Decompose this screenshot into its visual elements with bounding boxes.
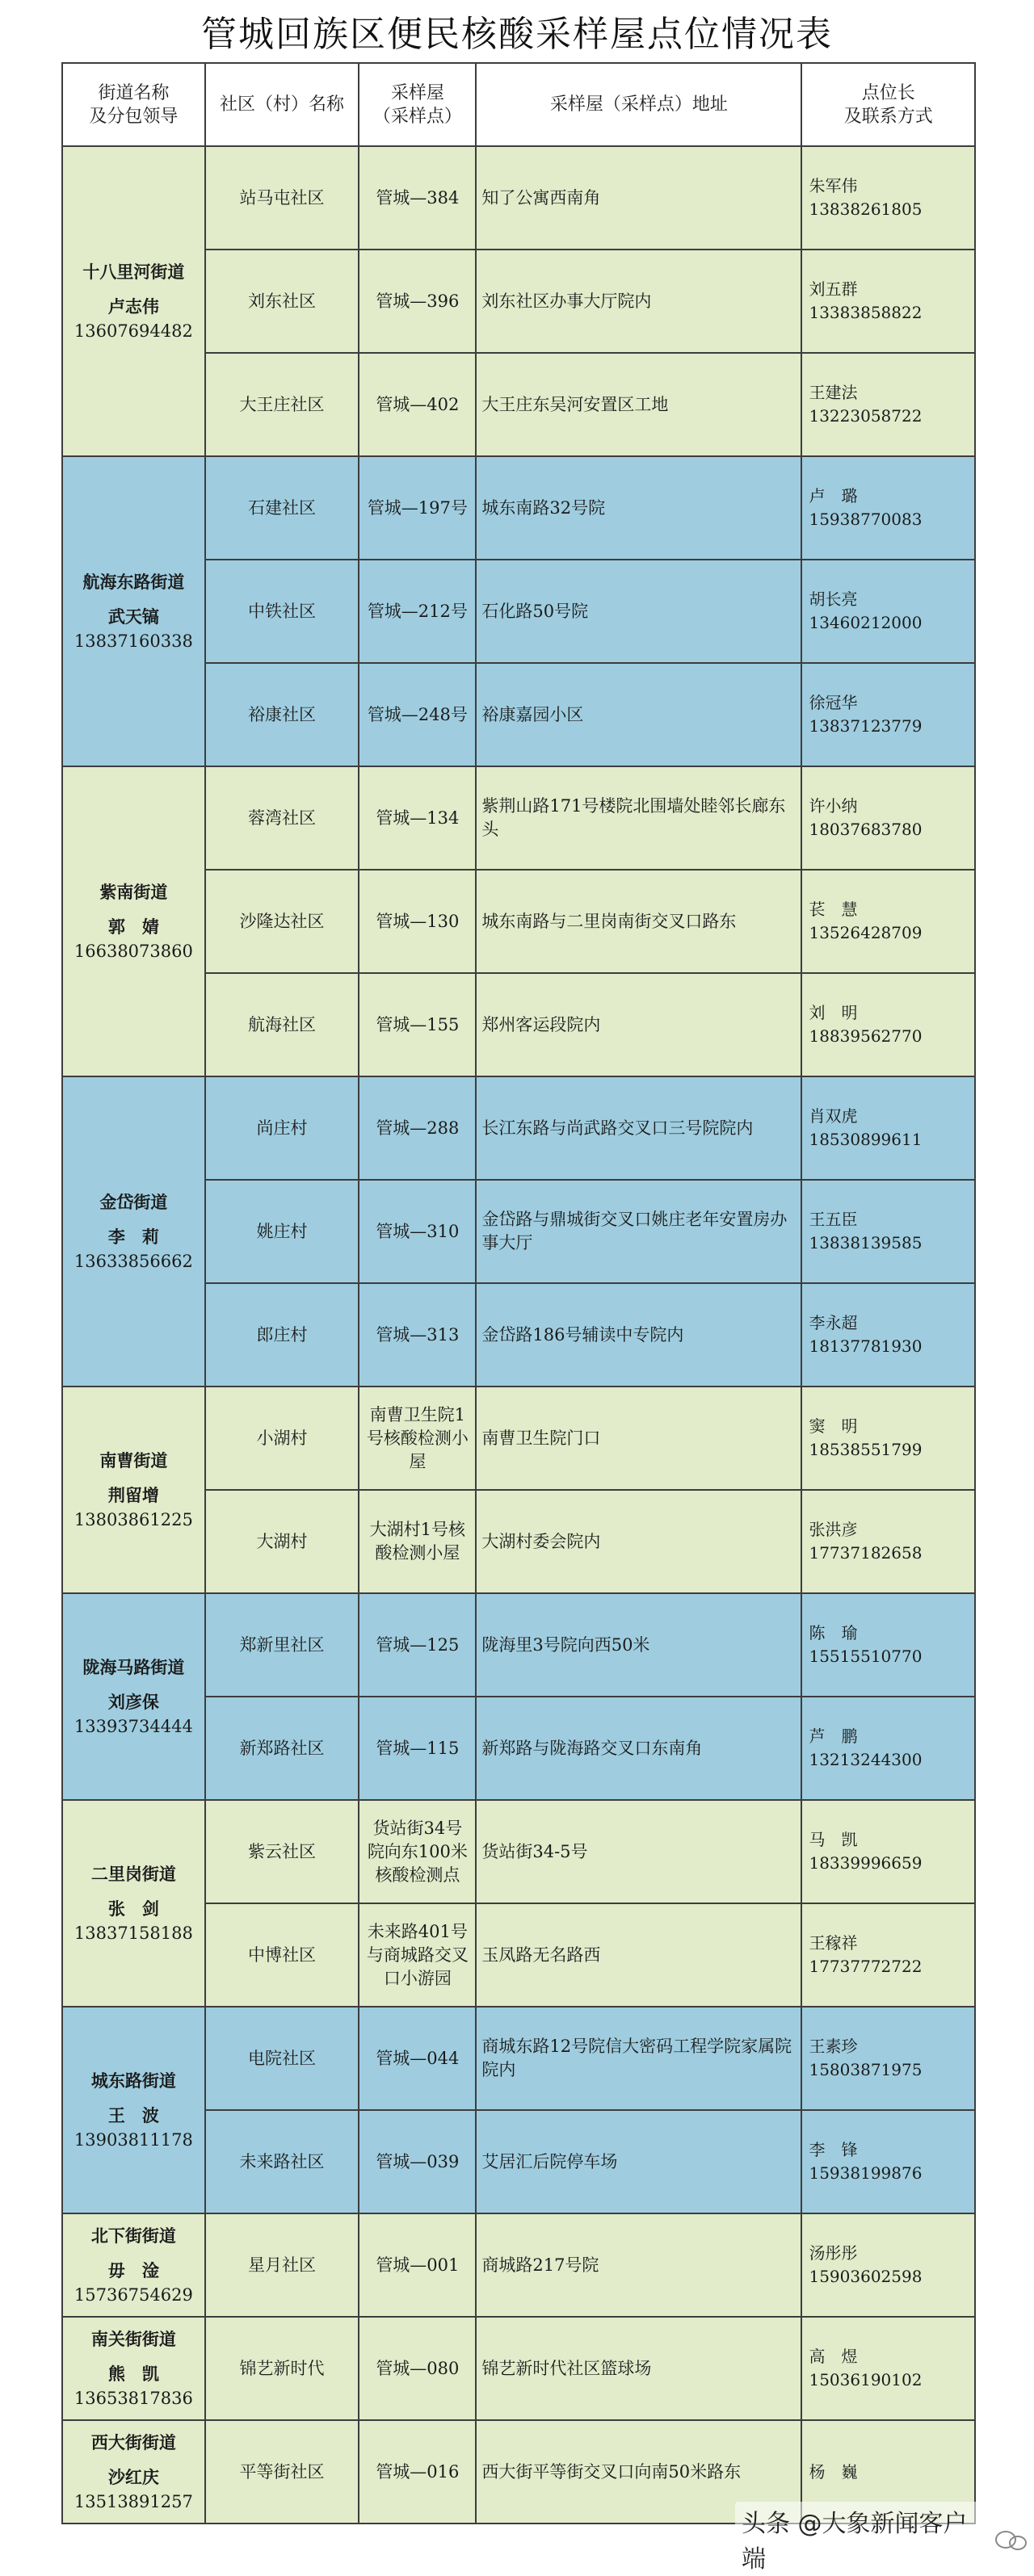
station-cell: 管城—130 (359, 870, 476, 973)
leader-name: 王 波 (107, 2104, 159, 2125)
community-cell: 大湖村 (205, 1490, 359, 1593)
street-name: 金岱街道 (99, 1191, 168, 1212)
community-cell: 石建社区 (205, 456, 359, 560)
station-cell: 未来路401号与商城路交叉口小游园 (359, 1903, 476, 2007)
street-name: 十八里河街道 (82, 261, 185, 282)
address-cell: 大湖村委会院内 (476, 1490, 801, 1593)
leader-name: 卢志伟 (107, 296, 159, 317)
community-cell: 紫云社区 (205, 1800, 359, 1903)
leader-phone: 13803861225 (74, 1509, 193, 1529)
community-cell: 刘东社区 (205, 250, 359, 353)
table-row (62, 1387, 975, 1490)
community-cell: 平等街社区 (205, 2420, 359, 2524)
point-leader-cell: 刘 明18839562770 (801, 973, 975, 1076)
header-station: 采样屋 （采样点） (359, 63, 476, 146)
address-cell: 西大街平等街交叉口向南50米路东 (476, 2420, 801, 2524)
community-cell: 尚庄村 (205, 1076, 359, 1180)
station-cell: 管城—197号 (359, 456, 476, 560)
table-row (62, 766, 975, 870)
address-cell: 知了公寓西南角 (476, 146, 801, 250)
community-cell: 大王庄社区 (205, 353, 359, 456)
address-cell: 商城东路12号院信大密码工程学院家属院院内 (476, 2007, 801, 2110)
street-cell (62, 1593, 205, 1800)
leader-phone: 16638073860 (74, 941, 193, 961)
street-cell (62, 766, 205, 1076)
community-cell: 锦艺新时代 (205, 2317, 359, 2420)
address-cell: 城东南路与二里岗南街交叉口路东 (476, 870, 801, 973)
community-cell: 郑新里社区 (205, 1593, 359, 1697)
community-cell: 中博社区 (205, 1903, 359, 2007)
leader-phone: 13903811178 (74, 2129, 193, 2150)
address-cell: 玉凤路无名路西 (476, 1903, 801, 2007)
station-cell: 管城—384 (359, 146, 476, 250)
street-cell (62, 2317, 205, 2420)
street-name: 北下街街道 (90, 2225, 176, 2246)
station-cell: 管城—155 (359, 973, 476, 1076)
header-community: 社区（村）名称 (205, 63, 359, 146)
table-row (62, 2007, 975, 2110)
community-cell: 星月社区 (205, 2213, 359, 2317)
leader-name: 刘彦保 (107, 1691, 159, 1712)
address-cell: 商城路217号院 (476, 2213, 801, 2317)
leader-name: 郭 婧 (107, 916, 159, 937)
address-cell: 锦艺新时代社区篮球场 (476, 2317, 801, 2420)
point-leader-cell: 窦 明18538551799 (801, 1387, 975, 1490)
point-leader-cell: 朱军伟13838261805 (801, 146, 975, 250)
station-cell: 管城—039 (359, 2110, 476, 2213)
street-cell (62, 2007, 205, 2213)
table-row (62, 146, 975, 250)
station-cell: 大湖村1号核酸检测小屋 (359, 1490, 476, 1593)
address-cell: 城东南路32号院 (476, 456, 801, 560)
page-title: 管城回族区便民核酸采样屋点位情况表 (201, 14, 833, 55)
street-name: 陇海马路街道 (82, 1656, 185, 1677)
address-cell: 金岱路与鼎城街交叉口姚庄老年安置房办事大厅 (476, 1180, 801, 1283)
street-name: 城东路街道 (90, 2070, 176, 2091)
table-row (62, 456, 975, 560)
community-cell: 未来路社区 (205, 2110, 359, 2213)
point-leader-cell: 徐冠华13837123779 (801, 663, 975, 766)
point-leader-cell: 王五臣13838139585 (801, 1180, 975, 1283)
station-cell: 管城—288 (359, 1076, 476, 1180)
street-name: 航海东路街道 (82, 571, 185, 592)
station-cell: 管城—115 (359, 1697, 476, 1800)
address-cell: 新郑路与陇海路交叉口东南角 (476, 1697, 801, 1800)
address-cell: 艾居汇后院停车场 (476, 2110, 801, 2213)
leader-name: 熊 凯 (107, 2363, 159, 2384)
address-cell: 石化路50号院 (476, 560, 801, 663)
table-row (62, 1800, 975, 1903)
address-cell: 大王庄东吴河安置区工地 (476, 353, 801, 456)
point-leader-cell: 李永超18137781930 (801, 1283, 975, 1387)
point-leader-cell: 刘五群13383858822 (801, 250, 975, 353)
street-cell (62, 2213, 205, 2317)
leader-name: 毋 淦 (107, 2259, 159, 2280)
address-cell: 货站街34-5号 (476, 1800, 801, 1903)
point-leader-cell: 李 锋15938199876 (801, 2110, 975, 2213)
street-cell (62, 2420, 205, 2524)
chat-bubble-icon (995, 2528, 1028, 2550)
leader-name: 武天镐 (107, 606, 159, 627)
street-name: 西大街街道 (90, 2431, 176, 2452)
leader-phone: 13607694482 (74, 321, 193, 341)
leader-name: 张 剑 (107, 1898, 159, 1919)
station-cell: 管城—212号 (359, 560, 476, 663)
leader-phone: 13513891257 (74, 2491, 193, 2511)
station-cell: 管城—248号 (359, 663, 476, 766)
table-header-row (62, 63, 975, 146)
address-cell: 南曹卫生院门口 (476, 1387, 801, 1490)
street-cell (62, 146, 205, 456)
community-cell: 电院社区 (205, 2007, 359, 2110)
table-row (62, 1593, 975, 1697)
point-leader-cell: 苌 慧13526428709 (801, 870, 975, 973)
watermark (735, 2502, 1034, 2576)
leader-phone: 15736754629 (74, 2284, 193, 2305)
station-cell: 管城—396 (359, 250, 476, 353)
table-row (62, 1076, 975, 1180)
station-cell: 管城—044 (359, 2007, 476, 2110)
point-leader-cell: 卢 璐15938770083 (801, 456, 975, 560)
station-cell: 管城—001 (359, 2213, 476, 2317)
leader-phone: 13393734444 (74, 1716, 193, 1736)
community-cell: 站马屯社区 (205, 146, 359, 250)
address-cell: 长江东路与尚武路交叉口三号院院内 (476, 1076, 801, 1180)
point-leader-cell: 马 凯18339996659 (801, 1800, 975, 1903)
point-leader-cell: 陈 瑜15515510770 (801, 1593, 975, 1697)
community-cell: 小湖村 (205, 1387, 359, 1490)
sampling-table (61, 62, 976, 2524)
address-cell: 裕康嘉园小区 (476, 663, 801, 766)
station-cell: 管城—313 (359, 1283, 476, 1387)
point-leader-cell: 王素珍15803871975 (801, 2007, 975, 2110)
station-cell: 货站街34号院向东100米核酸检测点 (359, 1800, 476, 1903)
leader-name: 沙红庆 (107, 2466, 159, 2487)
point-leader-cell: 王建法13223058722 (801, 353, 975, 456)
station-cell: 管城—402 (359, 353, 476, 456)
header-street: 街道名称 及分包领导 (62, 63, 205, 146)
street-name: 南曹街道 (99, 1450, 168, 1471)
street-cell (62, 1387, 205, 1593)
point-leader-cell: 汤彤彤15903602598 (801, 2213, 975, 2317)
leader-name: 荆留增 (107, 1484, 159, 1505)
community-cell: 沙隆达社区 (205, 870, 359, 973)
leader-phone: 13837158188 (74, 1923, 193, 1943)
station-cell: 管城—125 (359, 1593, 476, 1697)
address-cell: 金岱路186号辅读中专院内 (476, 1283, 801, 1387)
street-cell (62, 456, 205, 766)
header-address: 采样屋（采样点）地址 (476, 63, 801, 146)
address-cell: 紫荆山路171号楼院北围墙处睦邻长廊东头 (476, 766, 801, 870)
watermark-text: 头条 @大象新闻客户端 (742, 2510, 968, 2574)
point-leader-cell: 许小纳18037683780 (801, 766, 975, 870)
station-cell: 管城—310 (359, 1180, 476, 1283)
point-leader-cell: 芦 鹏13213244300 (801, 1697, 975, 1800)
table-row (62, 2317, 975, 2420)
community-cell: 姚庄村 (205, 1180, 359, 1283)
point-leader-cell: 胡长亮13460212000 (801, 560, 975, 663)
address-cell: 刘东社区办事大厅院内 (476, 250, 801, 353)
leader-phone: 13837160338 (74, 631, 193, 651)
station-cell: 管城—134 (359, 766, 476, 870)
leader-phone: 13633856662 (74, 1251, 193, 1271)
point-leader-cell: 高 煜15036190102 (801, 2317, 975, 2420)
community-cell: 新郑路社区 (205, 1697, 359, 1800)
header-leader: 点位长 及联系方式 (801, 63, 975, 146)
leader-name: 李 莉 (107, 1226, 159, 1247)
street-name: 二里岗街道 (90, 1863, 176, 1884)
point-leader-cell: 肖双虎18530899611 (801, 1076, 975, 1180)
community-cell: 裕康社区 (205, 663, 359, 766)
table-body (62, 146, 975, 2524)
street-name: 紫南街道 (99, 881, 168, 902)
point-leader-cell: 杨 巍 (801, 2420, 975, 2524)
point-leader-cell: 王稼祥17737772722 (801, 1903, 975, 2007)
address-cell: 陇海里3号院向西50米 (476, 1593, 801, 1697)
community-cell: 中铁社区 (205, 560, 359, 663)
station-cell: 管城—016 (359, 2420, 476, 2524)
street-name: 南关街街道 (90, 2328, 176, 2349)
station-cell: 南曹卫生院1号核酸检测小屋 (359, 1387, 476, 1490)
community-cell: 蓉湾社区 (205, 766, 359, 870)
leader-phone: 13653817836 (74, 2388, 193, 2408)
street-cell (62, 1800, 205, 2007)
address-cell: 郑州客运段院内 (476, 973, 801, 1076)
table-row (62, 2213, 975, 2317)
street-cell (62, 1076, 205, 1387)
station-cell: 管城—080 (359, 2317, 476, 2420)
community-cell: 航海社区 (205, 973, 359, 1076)
point-leader-cell: 张洪彦17737182658 (801, 1490, 975, 1593)
community-cell: 郎庄村 (205, 1283, 359, 1387)
